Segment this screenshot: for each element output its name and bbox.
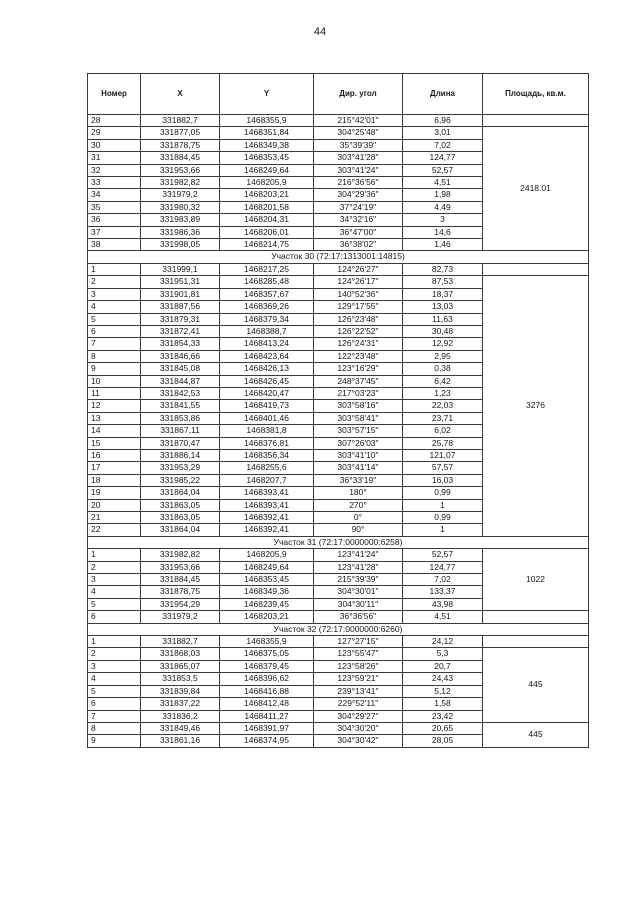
coordinate-x: 331878,75 [141,586,220,598]
coordinate-y: 1468369,26 [220,301,314,313]
segment-length: 30,48 [403,325,483,337]
coordinate-x: 331886,14 [141,449,220,461]
direction-angle: 304°29'27" [314,710,403,722]
area-cell-empty [483,263,589,275]
point-number: 2 [88,648,141,660]
segment-length: 13,03 [403,301,483,313]
table-row [88,648,589,660]
direction-angle: 36°33'19" [314,474,403,486]
coordinate-x: 331845,08 [141,363,220,375]
segment-length: 3,01 [403,127,483,139]
point-number: 2 [88,276,141,288]
direction-angle: 304°29'36" [314,189,403,201]
direction-angle: 180° [314,487,403,499]
table-row [88,276,589,288]
direction-angle: 36°38'02" [314,239,403,251]
segment-length: 1,23 [403,387,483,399]
segment-length: 5,12 [403,685,483,697]
section-header-row [88,536,589,548]
coordinate-x: 331861,16 [141,735,220,747]
point-number: 4 [88,673,141,685]
section-title: Участок 31 (72:17:0000000:6258) [88,536,589,548]
direction-angle: 123°41'24" [314,549,403,561]
coordinate-y: 1468396,62 [220,673,314,685]
point-number: 31 [88,152,141,164]
coordinate-y: 1468392,41 [220,512,314,524]
direction-angle: 307°26'03" [314,437,403,449]
segment-length: 121,07 [403,449,483,461]
coordinate-y: 1468374,95 [220,735,314,747]
page-number: 44 [313,26,327,38]
point-number: 19 [88,487,141,499]
table-header-row [88,74,589,115]
point-number: 33 [88,177,141,189]
point-number: 3 [88,574,141,586]
coordinate-x: 331887,56 [141,301,220,313]
coordinate-y: 1468255,6 [220,462,314,474]
segment-length: 24,43 [403,673,483,685]
coordinate-y: 1468419,73 [220,400,314,412]
point-number: 5 [88,598,141,610]
point-number: 15 [88,437,141,449]
point-number: 10 [88,375,141,387]
coordinate-y: 1468393,41 [220,487,314,499]
coordinate-y: 1468391,97 [220,722,314,734]
segment-length: 1 [403,499,483,511]
coordinate-x: 331839,84 [141,685,220,697]
direction-angle: 122°23'48" [314,350,403,362]
segment-length: 23,42 [403,710,483,722]
direction-angle: 123°55'47" [314,648,403,660]
table-row [88,611,589,623]
coordinate-x: 331953,29 [141,462,220,474]
direction-angle: 0° [314,512,403,524]
point-number: 16 [88,449,141,461]
point-number: 32 [88,164,141,176]
area-cell-empty [483,611,589,623]
coordinate-x: 331849,46 [141,722,220,734]
point-number: 9 [88,363,141,375]
direction-angle: 37°24'19" [314,201,403,213]
coordinate-y: 1468357,67 [220,288,314,300]
point-number: 5 [88,685,141,697]
point-number: 1 [88,636,141,648]
coordinate-y: 1468203,21 [220,189,314,201]
coordinate-x: 331982,82 [141,549,220,561]
coordinate-y: 1468426,13 [220,363,314,375]
coordinate-y: 1468249,64 [220,561,314,573]
coordinate-y: 1468217,25 [220,263,314,275]
direction-angle: 124°26'17" [314,276,403,288]
direction-angle: 123°59'21" [314,673,403,685]
coordinate-x: 331882,7 [141,636,220,648]
coordinate-y: 1468426,45 [220,375,314,387]
direction-angle: 304°30'42" [314,735,403,747]
coordinate-y: 1468393,41 [220,499,314,511]
point-number: 3 [88,288,141,300]
coordinate-x: 331884,45 [141,152,220,164]
coordinate-x: 331870,47 [141,437,220,449]
direction-angle: 303°41'24" [314,164,403,176]
segment-length: 25,78 [403,437,483,449]
coordinate-y: 1468214,75 [220,239,314,251]
segment-length: 1,46 [403,239,483,251]
coordinate-x: 331867,11 [141,425,220,437]
coordinate-x: 331864,04 [141,487,220,499]
point-number: 36 [88,214,141,226]
column-header-x: X [141,74,220,115]
segment-length: 52,57 [403,549,483,561]
coordinate-x: 331863,05 [141,499,220,511]
direction-angle: 36°36'56" [314,611,403,623]
column-header-number: Номер [88,74,141,115]
segment-length: 3 [403,214,483,226]
point-number: 7 [88,710,141,722]
point-number: 28 [88,115,141,127]
segment-length: 12,92 [403,338,483,350]
point-number: 17 [88,462,141,474]
coordinate-y: 1468351,84 [220,127,314,139]
direction-angle: 304°30'11" [314,598,403,610]
direction-angle: 34°32'16" [314,214,403,226]
coordinate-y: 1468416,88 [220,685,314,697]
coordinate-x: 331882,7 [141,115,220,127]
point-number: 4 [88,586,141,598]
point-number: 38 [88,239,141,251]
segment-length: 2,95 [403,350,483,362]
coordinate-y: 1468349,38 [220,139,314,151]
point-number: 9 [88,735,141,747]
segment-length: 0,38 [403,363,483,375]
area-value: 445 [483,722,589,747]
coordinate-x: 331864,04 [141,524,220,536]
direction-angle: 215°42'01" [314,115,403,127]
direction-angle: 303°58'16" [314,400,403,412]
coordinate-x: 331983,89 [141,214,220,226]
coordinate-x: 331854,33 [141,338,220,350]
coordinate-y: 1468413,24 [220,338,314,350]
point-number: 6 [88,325,141,337]
direction-angle: 304°25'48" [314,127,403,139]
coordinate-x: 331841,55 [141,400,220,412]
coordinate-y: 1468376,81 [220,437,314,449]
segment-length: 6,02 [403,425,483,437]
coordinate-x: 331877,05 [141,127,220,139]
coordinate-x: 331868,03 [141,648,220,660]
coordinate-x: 331846,66 [141,350,220,362]
direction-angle: 217°03'23" [314,387,403,399]
direction-angle: 140°52'36" [314,288,403,300]
column-header-y: Y [220,74,314,115]
point-number: 1 [88,549,141,561]
point-number: 12 [88,400,141,412]
direction-angle: 304°30'01" [314,586,403,598]
coordinate-y: 1468285,48 [220,276,314,288]
direction-angle: 216°36'56" [314,177,403,189]
coordinate-y: 1468379,34 [220,313,314,325]
table-row [88,263,589,275]
table-row [88,115,589,127]
segment-length: 43,98 [403,598,483,610]
coordinate-x: 331842,53 [141,387,220,399]
coordinate-y: 1468379,45 [220,660,314,672]
coordinate-x: 331844,87 [141,375,220,387]
direction-angle: 229°52'11" [314,698,403,710]
coordinate-y: 1468355,9 [220,636,314,648]
coordinate-y: 1468203,21 [220,611,314,623]
coordinate-y: 1468388,7 [220,325,314,337]
point-number: 20 [88,499,141,511]
direction-angle: 270° [314,499,403,511]
segment-length: 11,63 [403,313,483,325]
direction-angle: 303°57'15" [314,425,403,437]
coordinate-y: 1468239,45 [220,598,314,610]
segment-length: 57,57 [403,462,483,474]
coordinate-y: 1468401,46 [220,412,314,424]
coordinate-y: 1468412,48 [220,698,314,710]
coordinate-y: 1468420,47 [220,387,314,399]
segment-length: 124,77 [403,561,483,573]
coordinate-y: 1468349,36 [220,586,314,598]
direction-angle: 126°22'52" [314,325,403,337]
coordinate-y: 1468356,34 [220,449,314,461]
segment-length: 4,51 [403,611,483,623]
coordinate-x: 331878,75 [141,139,220,151]
direction-angle: 126°23'48" [314,313,403,325]
coordinate-y: 1468249,64 [220,164,314,176]
segment-length: 23,71 [403,412,483,424]
area-value: 1022 [483,549,589,611]
coordinate-x: 331999,1 [141,263,220,275]
direction-angle: 123°58'26" [314,660,403,672]
coordinate-y: 1468205,9 [220,549,314,561]
segment-length: 4,49 [403,201,483,213]
table-row [88,549,589,561]
area-cell-empty [483,636,589,648]
segment-length: 20,7 [403,660,483,672]
segment-length: 82,73 [403,263,483,275]
point-number: 21 [88,512,141,524]
point-number: 6 [88,698,141,710]
segment-length: 6,42 [403,375,483,387]
table-row [88,127,589,139]
segment-length: 22,03 [403,400,483,412]
area-value: 2418.01 [483,127,589,251]
point-number: 7 [88,338,141,350]
segment-length: 20,65 [403,722,483,734]
column-header-area: Площадь, кв.м. [483,74,589,115]
point-number: 30 [88,139,141,151]
coordinate-x: 331863,05 [141,512,220,524]
point-number: 8 [88,350,141,362]
segment-length: 18,37 [403,288,483,300]
direction-angle: 126°24'31" [314,338,403,350]
point-number: 2 [88,561,141,573]
column-header-length: Длина [403,74,483,115]
coordinate-x: 331986,36 [141,226,220,238]
segment-length: 0,99 [403,487,483,499]
direction-angle: 123°16'29" [314,363,403,375]
table-row [88,722,589,734]
area-value: 445 [483,648,589,722]
direction-angle: 303°41'28" [314,152,403,164]
table-body [88,115,589,748]
coordinate-x: 331979,2 [141,611,220,623]
table-row [88,636,589,648]
coordinate-x: 331953,66 [141,164,220,176]
coordinate-y: 1468392,41 [220,524,314,536]
point-number: 6 [88,611,141,623]
coordinates-table [87,73,589,748]
segment-length: 14,6 [403,226,483,238]
segment-length: 28,05 [403,735,483,747]
coordinate-x: 331980,32 [141,201,220,213]
section-title: Участок 30 (72:17:1313001:14815) [88,251,589,263]
coordinate-x: 331836,2 [141,710,220,722]
point-number: 29 [88,127,141,139]
coordinate-y: 1468411,27 [220,710,314,722]
coordinate-x: 331979,2 [141,189,220,201]
segment-length: 5,3 [403,648,483,660]
column-header-direction-angle: Дир. угол [314,74,403,115]
segment-length: 16,03 [403,474,483,486]
point-number: 13 [88,412,141,424]
segment-length: 7,02 [403,574,483,586]
coordinate-y: 1468423,64 [220,350,314,362]
point-number: 22 [88,524,141,536]
point-number: 11 [88,387,141,399]
coordinate-x: 331985,22 [141,474,220,486]
coordinate-y: 1468355,9 [220,115,314,127]
segment-length: 0,99 [403,512,483,524]
segment-length: 6,96 [403,115,483,127]
point-number: 1 [88,263,141,275]
point-number: 8 [88,722,141,734]
direction-angle: 239°13'41" [314,685,403,697]
coordinate-x: 331884,45 [141,574,220,586]
section-header-row [88,251,589,263]
direction-angle: 248°37'45" [314,375,403,387]
segment-length: 7,02 [403,139,483,151]
segment-length: 1 [403,524,483,536]
coordinate-y: 1468353,45 [220,152,314,164]
segment-length: 1,58 [403,698,483,710]
segment-length: 24,12 [403,636,483,648]
coordinate-y: 1468375,05 [220,648,314,660]
coordinate-x: 331853,5 [141,673,220,685]
section-title: Участок 32 (72:17:0000000:6260) [88,623,589,635]
coordinate-y: 1468206,01 [220,226,314,238]
coordinate-x: 331879,31 [141,313,220,325]
point-number: 4 [88,301,141,313]
coordinate-x: 331998,05 [141,239,220,251]
direction-angle: 36°47'00" [314,226,403,238]
area-cell-empty [483,115,589,127]
coordinate-x: 331853,86 [141,412,220,424]
segment-length: 87,53 [403,276,483,288]
coordinate-x: 331901,81 [141,288,220,300]
direction-angle: 303°41'14" [314,462,403,474]
point-number: 37 [88,226,141,238]
coordinate-x: 331951,31 [141,276,220,288]
coordinate-y: 1468204,31 [220,214,314,226]
segment-length: 52,57 [403,164,483,176]
segment-length: 4,51 [403,177,483,189]
point-number: 5 [88,313,141,325]
segment-length: 1,98 [403,189,483,201]
section-header-row [88,623,589,635]
coordinate-y: 1468207,7 [220,474,314,486]
direction-angle: 215°39'39" [314,574,403,586]
coordinate-y: 1468353,45 [220,574,314,586]
point-number: 35 [88,201,141,213]
direction-angle: 303°41'10" [314,449,403,461]
point-number: 3 [88,660,141,672]
direction-angle: 123°41'28" [314,561,403,573]
direction-angle: 90° [314,524,403,536]
direction-angle: 127°27'15" [314,636,403,648]
direction-angle: 129°17'55" [314,301,403,313]
coordinate-x: 331954,29 [141,598,220,610]
coordinate-y: 1468201,58 [220,201,314,213]
segment-length: 133,37 [403,586,483,598]
coordinate-x: 331865,07 [141,660,220,672]
coordinate-y: 1468205,9 [220,177,314,189]
direction-angle: 35°39'39" [314,139,403,151]
coordinate-x: 331982,82 [141,177,220,189]
coordinate-y: 1468381,8 [220,425,314,437]
point-number: 34 [88,189,141,201]
coordinate-x: 331837,22 [141,698,220,710]
coordinate-x: 331872,41 [141,325,220,337]
area-value: 3276 [483,276,589,537]
point-number: 14 [88,425,141,437]
direction-angle: 124°26'27" [314,263,403,275]
point-number: 18 [88,474,141,486]
direction-angle: 303°58'41" [314,412,403,424]
direction-angle: 304°30'20" [314,722,403,734]
coordinate-x: 331953,66 [141,561,220,573]
segment-length: 124,77 [403,152,483,164]
